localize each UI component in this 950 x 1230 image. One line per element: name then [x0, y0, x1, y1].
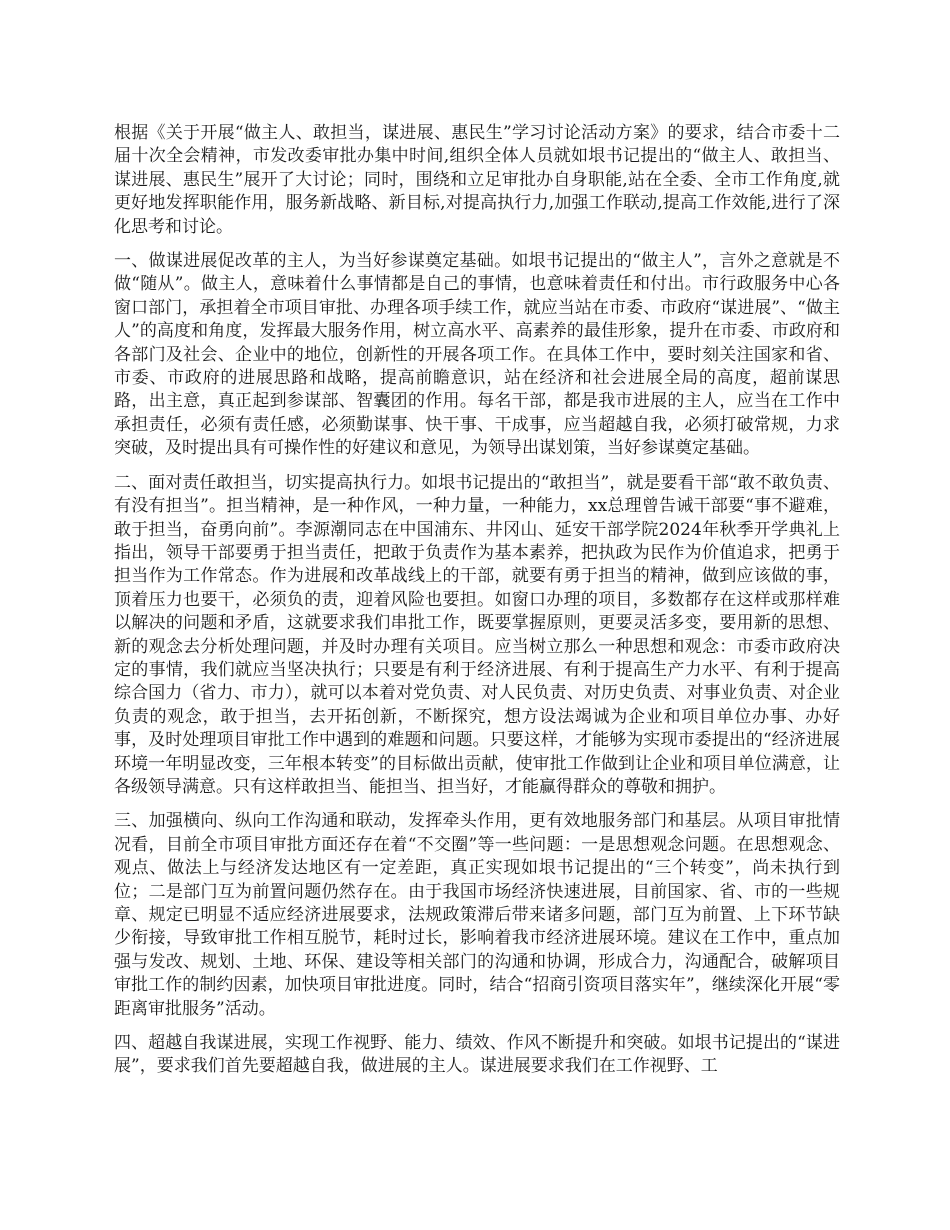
document-body — [114, 122, 840, 1090]
section-2-paragraph: 二、面对责任敢担当，切实提高执行力。如垠书记提出的“敢担当”，就是要看干部“敢不敢负责、有没有担当”。担当精神，是一种作风，一种力量，一种能力，xx总理曾告诫干部要“事不避难，敢于担当，奋勇向前”。李源潮同志在中国浦东、井冈山、延安干部学院2024年秋季开学典礼上指出，领导干部要勇于担当责任，把敢于负责作为基本素养，把执政为民作为价值追求，把勇于担当作为工作常态。作为进展和改革战线上的干部，就要有勇于担当的精神，做到应该做的事，顶着压力也要干，必须负的责，迎着风险也要担。如窗口办理的项目，多数都存在这样或那样难以解决的问题和矛盾，这就要求我们串批工作，既要掌握原则，更要灵活多变，要用新的思想、新的观念去分析处理问题，并及时办理有关项目。应当树立那么一种思想和观念：市委市政府决定的事情，我们就应当坚决执行；只要是有利于经济进展、有利于提高生产力水平、有利于提高综合国力（省力、市力），就可以本着对党负责、对人民负责、对历史负责、对事业负责、对企业负责的观念，敢于担当，去开拓创新，不断探究，想方设法竭诚为企业和项目单位办事、办好事，及时处理项目审批工作中遇到的难题和问题。只要这样，才能够为实现市委提出的“经济进展环境一年明显改变，三年根本转变”的目标做出贡献，使审批工作做到让企业和项目单位满意，让各级领导满意。只有这样敢担当、能担当、担当好，才能赢得群众的尊敬和拥护。 — [114, 472, 840, 797]
section-4-paragraph: 四、超越自我谋进展，实现工作视野、能力、绩效、作风不断提升和突破。如垠书记提出的“谋进展”，要求我们首先要超越自我，做进展的主人。谋进展要求我们在工作视野、工 — [114, 1033, 840, 1077]
section-3-paragraph: 三、加强横向、纵向工作沟通和联动，发挥牵头作用，更有效地服务部门和基层。从项目审批情况看，目前全市项目审批方面还存在着“不交圈”等一些问题：一是思想观念问题。在思想观念、观点、做法上与经济发达地区有一定差距，真正实现如垠书记提出的“三个转变”，尚未执行到位；二是部门互为前置问题仍然存在。由于我国市场经济快速进展，目前国家、省、市的一些规章、规定已明显不适应经济进展要求，法规政策滞后带来诸多问题，部门互为前置、上下环节缺少衔接，导致审批工作相互脱节，耗时过长，影响着我市经济进展环境。建议在工作中，重点加强与发改、规划、土地、环保、建设等相关部门的沟通和协调，形成合力，沟通配合，破解项目审批工作的制约因素，加快项目审批进度。同时，结合“招商引资项目落实年”，继续深化开展“零距离审批服务”活动。 — [114, 811, 840, 1019]
intro-paragraph: 根据《关于开展“做主人、敢担当，谋进展、惠民生”学习讨论活动方案》的要求，结合市委十二届十次全会精神，市发改委审批办集中时间,组织全体人员就如垠书记提出的“做主人、敢担当、谋进展、惠民生”展开了大讨论；同时，围绕和立足审批办自身职能,站在全委、全市工作角度,就更好地发挥职能作用，服务新战略、新目标,对提高执行力,加强工作联动,提高工作效能,进行了深化思考和讨论。 — [114, 123, 840, 237]
section-1-paragraph: 一、做谋进展促改革的主人，为当好参谋奠定基础。如垠书记提出的“做主人”，言外之意就是不做“随从”。做主人，意味着什么事情都是自己的事情，也意味着责任和付出。市行政服务中心各窗口部门，承担着全市项目审批、办理各项手续工作，就应当站在市委、市政府“谋进展”、“做主人”的高度和角度，发挥最大服务作用，树立高水平、高素养的最佳形象，提升在市委、市政府和各部门及社会、企业中的地位，创新性的开展各项工作。在具体工作中，要时刻关注国家和省、市委、市政府的进展思路和战略，提高前瞻意识，站在经济和社会进展全局的高度，超前谋思路，出主意，真正起到参谋部、智囊团的作用。每名干部，都是我市进展的主人，应当在工作中承担责任，必须有责任感，必须勤谋事、快干事、干成事，应当超越自我，必须打破常规，力求突破，及时提出具有可操作性的好建议和意见，为领导出谋划策，当好参谋奠定基础。 — [114, 251, 840, 459]
